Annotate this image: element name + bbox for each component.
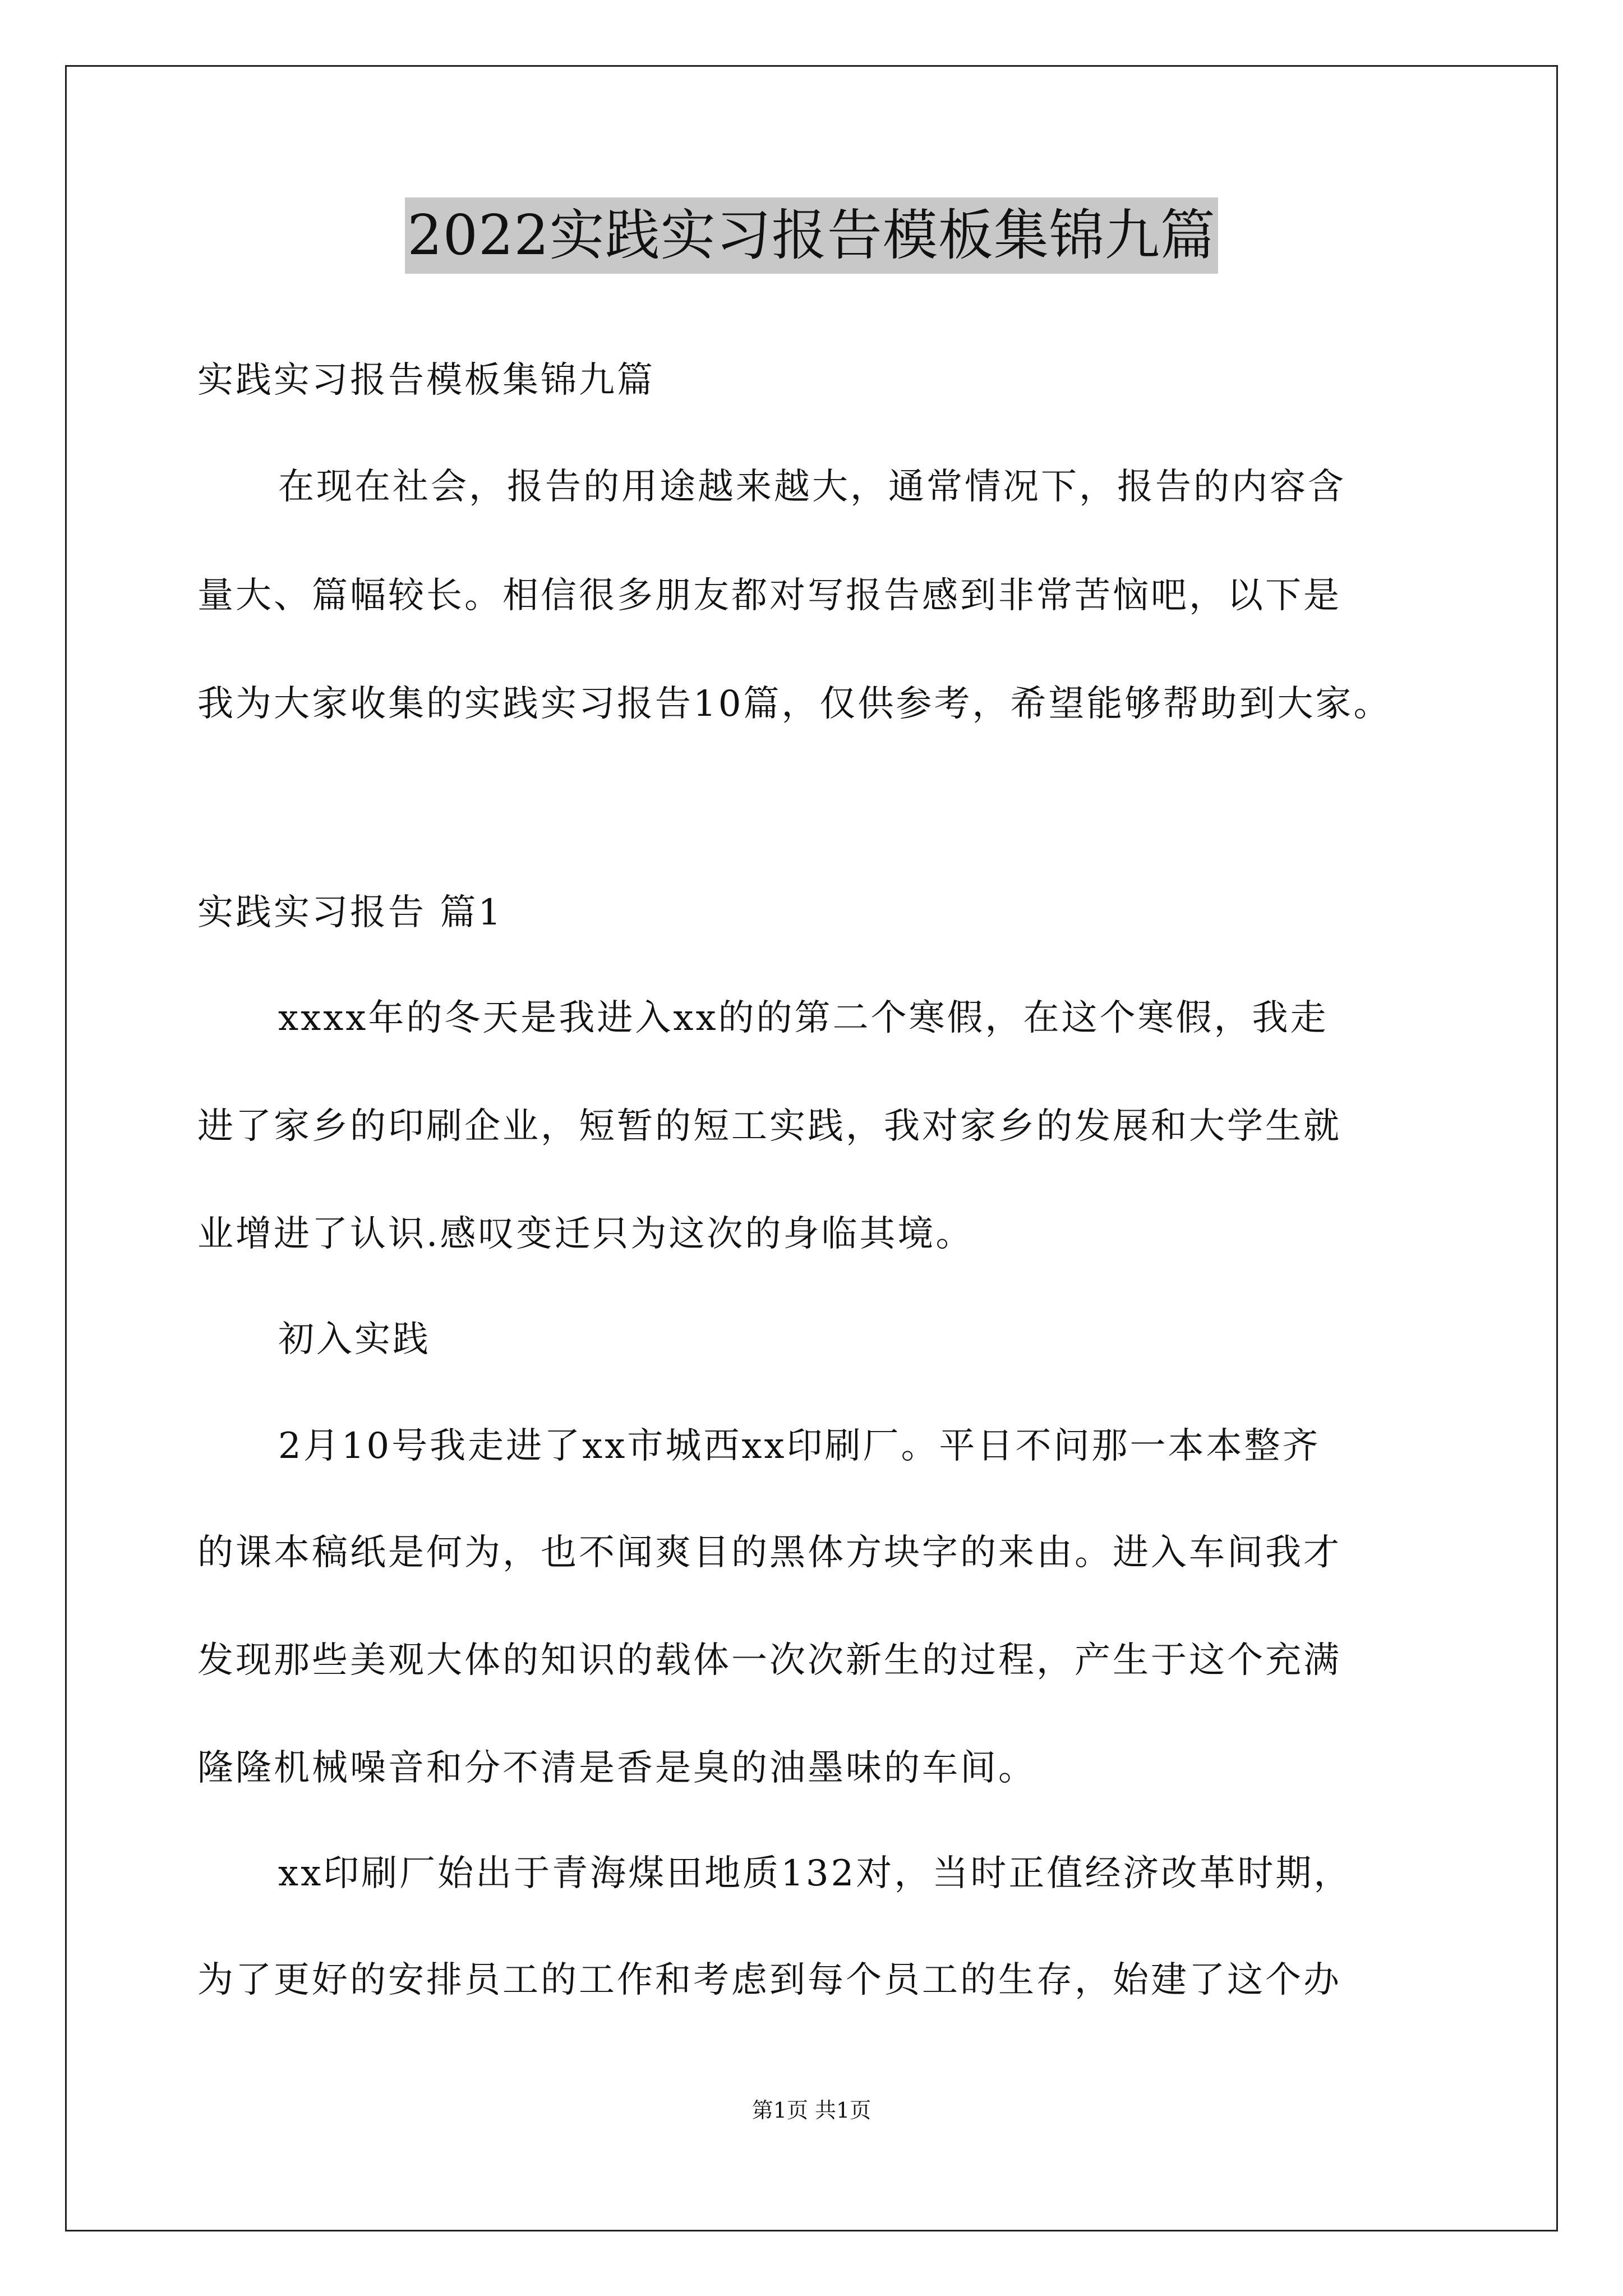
paragraph-line: 在现在社会，报告的用途越来越大，通常情况下，报告的内容含 xyxy=(278,466,1346,508)
paragraph-line: 发现那些美观大体的知识的载体一次次新生的过程，产生于这个充满 xyxy=(197,1640,1341,1681)
page-footer: 第1页 共1页 xyxy=(751,2098,872,2123)
paragraph-line: 业增进了认识.感叹变迁只为这次的身临其境。 xyxy=(197,1213,974,1255)
paragraph-line: 进了家乡的印刷企业，短暂的短工实践，我对家乡的发展和大学生就 xyxy=(197,1106,1341,1147)
paragraph-line: xx印刷厂始出于青海煤田地质132对，当时正值经济改革时期， xyxy=(278,1853,1352,1894)
paragraph-line: xxxx年的冬天是我进入xx的的第二个寒假，在这个寒假，我走 xyxy=(278,997,1329,1039)
paragraph-line: 为了更好的安排员工的工作和考虑到每个员工的生存，始建了这个办 xyxy=(197,1959,1341,2001)
title-container xyxy=(0,197,1623,274)
paragraph-line: 隆隆机械噪音和分不清是香是臭的油墨味的车间。 xyxy=(197,1747,1036,1789)
paragraph-line: 的课本稿纸是何为，也不闻爽目的黑体方块字的来由。进入车间我才 xyxy=(197,1532,1341,1573)
subsection-heading: 初入实践 xyxy=(278,1319,431,1360)
paragraph-line: 我为大家收集的实践实习报告10篇，仅供参考，希望能够帮助到大家。 xyxy=(197,683,1392,725)
section-heading: 实践实习报告 篇1 xyxy=(197,892,504,933)
paragraph-line: 2月10号我走进了xx市城西xx印刷厂。平日不问那一本本整齐 xyxy=(278,1425,1321,1467)
document-title: 2022实践实习报告模板集锦九篇 xyxy=(405,197,1218,274)
subtitle-line: 实践实习报告模板集锦九篇 xyxy=(197,360,655,401)
paragraph-line: 量大、篇幅较长。相信很多朋友都对写报告感到非常苦恼吧，以下是 xyxy=(197,575,1341,616)
